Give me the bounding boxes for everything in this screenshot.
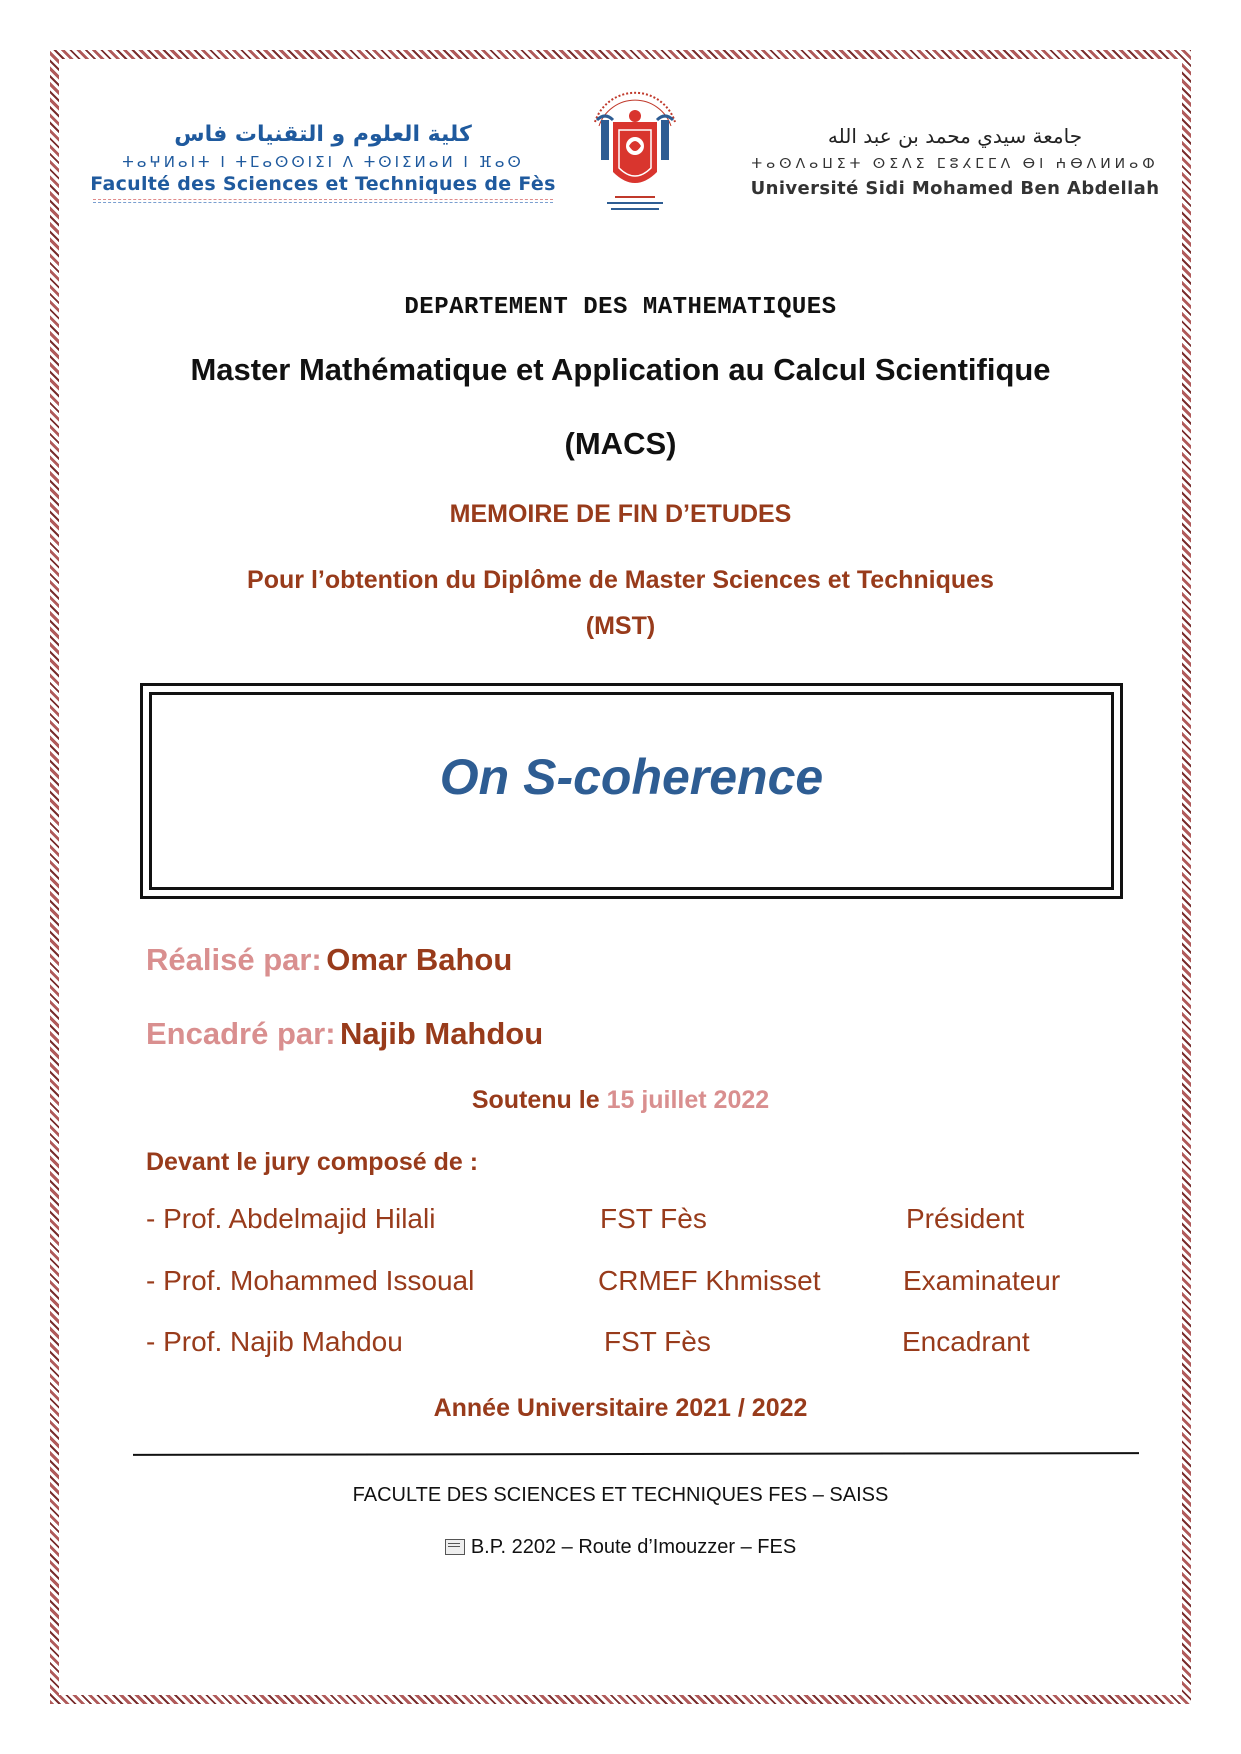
thesis-title: On S-coherence — [439, 749, 824, 805]
fst-french-name: Faculté des Sciences et Techniques de Fès — [90, 173, 556, 195]
usmba-french-name: Université Sidi Mohamed Ben Abdellah — [750, 178, 1160, 199]
jury-member-role: Président — [906, 1203, 1025, 1234]
jury-member-institution: FST Fès — [604, 1326, 711, 1357]
department-heading: DEPARTEMENT DES MATHEMATIQUES — [404, 294, 837, 321]
defense-date: 15 juillet 2022 — [606, 1086, 770, 1114]
master-title: Master Mathématique et Application au Calcul Scientifique — [190, 352, 1051, 387]
fst-header — [88, 122, 558, 203]
author-line — [146, 942, 512, 978]
jury-member-role: Examinateur — [903, 1265, 1061, 1296]
usmba-arabic-name: جامعة سيدي محمد بن عبد الله — [827, 124, 1083, 148]
thesis-title-box — [140, 683, 1123, 899]
footer-address-line — [0, 1536, 1241, 1559]
master-acronym: (MACS) — [564, 426, 677, 461]
diploma-acronym: (MST) — [585, 612, 656, 640]
footer-faculty: FACULTE DES SCIENCES ET TECHNIQUES FES – SAISS — [352, 1484, 889, 1506]
university-emblem-icon — [585, 82, 685, 217]
jury-member-institution: CRMEF Khmisset — [598, 1265, 821, 1296]
jury-member-institution: FST Fès — [600, 1203, 707, 1234]
supervisor-name: Najib Mahdou — [339, 1016, 544, 1051]
usmba-header — [740, 124, 1170, 199]
jury-member-name: - Prof. Mohammed Issoual — [146, 1265, 475, 1296]
jury-member-name: - Prof. Abdelmajid Hilali — [146, 1203, 436, 1234]
academic-year: Année Universitaire 2021 / 2022 — [433, 1394, 808, 1422]
footer-address: B.P. 2202 – Route d’Imouzzer – FES — [470, 1536, 797, 1558]
defense-date-line — [0, 1086, 1241, 1115]
diploma-line: Pour l’obtention du Diplôme de Master Sciences et Techniques — [247, 566, 994, 594]
memoire-heading: MEMOIRE DE FIN D’ETUDES — [449, 500, 792, 528]
author-label: Réalisé par: — [146, 942, 322, 977]
defense-label: Soutenu le — [471, 1086, 600, 1114]
jury-heading: Devant le jury composé de : — [146, 1148, 479, 1176]
fst-tifinagh-name: ⵜⴰⵖⵍⴰⵏⵜ ⵏ ⵜⵎⴰⵙⵙⵏⵉⵏ ⴷ ⵜⵙⵏⵉⵍⴰⵍ ⵏ ⴼⴰⵙ — [122, 153, 524, 171]
supervisor-label: Encadré par: — [146, 1016, 336, 1051]
fst-underline — [93, 199, 553, 203]
usmba-tifinagh-name: ⵜⴰⵙⴷⴰⵡⵉⵜ ⵙⵉⴷⵉ ⵎⵓⵃⵎⵎⴷ ⴱⵏ ⵄⴱⴷⵍⵍⴰⵀ — [751, 156, 1159, 172]
mail-icon — [445, 1539, 465, 1555]
author-name: Omar Bahou — [326, 942, 513, 977]
fst-arabic-name: كلية العلوم و التقنيات فاس — [174, 122, 472, 147]
jury-member-role: Encadrant — [902, 1326, 1030, 1357]
jury-member-name: - Prof. Najib Mahdou — [146, 1326, 403, 1357]
supervisor-line — [146, 1016, 543, 1052]
